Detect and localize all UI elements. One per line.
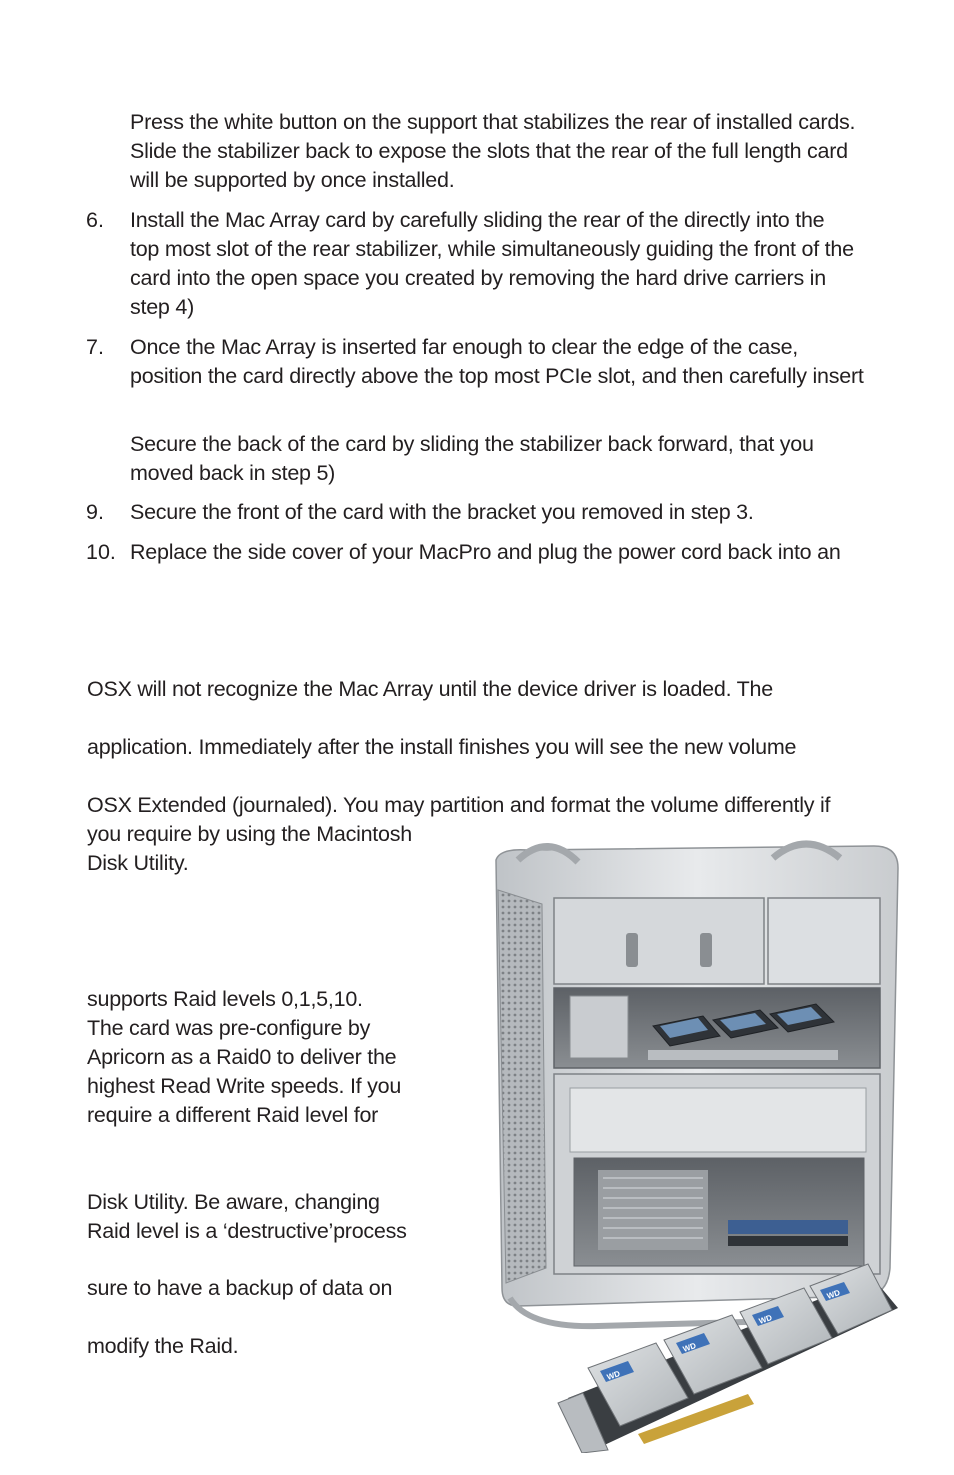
step-8-line-1: Secure the back of the card by sliding the stabilizer back forward, that you bbox=[130, 432, 814, 456]
step-6-line-2: top most slot of the rear stabilizer, while simultaneously guiding the front of the bbox=[130, 237, 854, 261]
step-6-line-3: card into the open space you created by removing the hard drive carriers in bbox=[130, 266, 826, 290]
step-8-line-2: moved back in step 5) bbox=[130, 461, 336, 485]
step5-line-3: will be supported by once installed. bbox=[130, 168, 455, 192]
step-7-number: 7. bbox=[86, 335, 104, 359]
drive-label-3: WD bbox=[757, 1313, 774, 1326]
driver-line-3: OSX Extended (journaled). You may partition and format the volume differently if bbox=[87, 793, 831, 817]
raid-line-6: Disk Utility. Be aware, changing bbox=[87, 1190, 380, 1214]
raid-line-7: Raid level is a ‘destructive’process bbox=[87, 1219, 407, 1243]
step-9-text: Secure the front of the card with the bracket you removed in step 3. bbox=[130, 500, 754, 524]
driver-line-2: application. Immediately after the install finishes you will see the new volume bbox=[87, 735, 797, 759]
raid-line-3: Apricorn as a Raid0 to deliver the bbox=[87, 1045, 397, 1069]
step-9-number: 9. bbox=[86, 500, 104, 524]
raid-line-2: The card was pre-configure by bbox=[87, 1016, 371, 1040]
drive-label-2: WD bbox=[681, 1341, 698, 1354]
step-10-text: Replace the side cover of your MacPro and plug the power cord back into an bbox=[130, 540, 841, 564]
raid-line-1: supports Raid levels 0,1,5,10. bbox=[87, 987, 363, 1011]
driver-line-5: Disk Utility. bbox=[87, 851, 189, 875]
step-6-line-1: Install the Mac Array card by carefully sliding the rear of the directly into the bbox=[130, 208, 825, 232]
raid-line-4: highest Read Write speeds. If you bbox=[87, 1074, 402, 1098]
drive-label-4: WD bbox=[825, 1288, 842, 1301]
step-10-number: 10. bbox=[86, 540, 116, 564]
step-7-line-1: Once the Mac Array is inserted far enough to clear the edge of the case, bbox=[130, 335, 799, 359]
step-7-line-2: position the card directly above the top most PCIe slot, and then carefully insert bbox=[130, 364, 864, 388]
step5-line-1: Press the white button on the support that stabilizes the rear of installed cards. bbox=[130, 110, 856, 134]
step-6-line-4: step 4) bbox=[130, 295, 194, 319]
raid-line-5: require a different Raid level for bbox=[87, 1103, 379, 1127]
raid-line-9: modify the Raid. bbox=[87, 1334, 239, 1358]
raid-line-8: sure to have a backup of data on bbox=[87, 1276, 393, 1300]
drive-label-1: WD bbox=[605, 1369, 622, 1382]
step5-line-2: Slide the stabilizer back to expose the slots that the rear of the full length card bbox=[130, 139, 848, 163]
driver-line-1: OSX will not recognize the Mac Array until the device driver is loaded. The bbox=[87, 677, 773, 701]
step-6-number: 6. bbox=[86, 208, 104, 232]
mac-pro-with-mac-array-photo bbox=[488, 838, 908, 1453]
driver-line-4: you require by using the Macintosh bbox=[87, 822, 412, 846]
